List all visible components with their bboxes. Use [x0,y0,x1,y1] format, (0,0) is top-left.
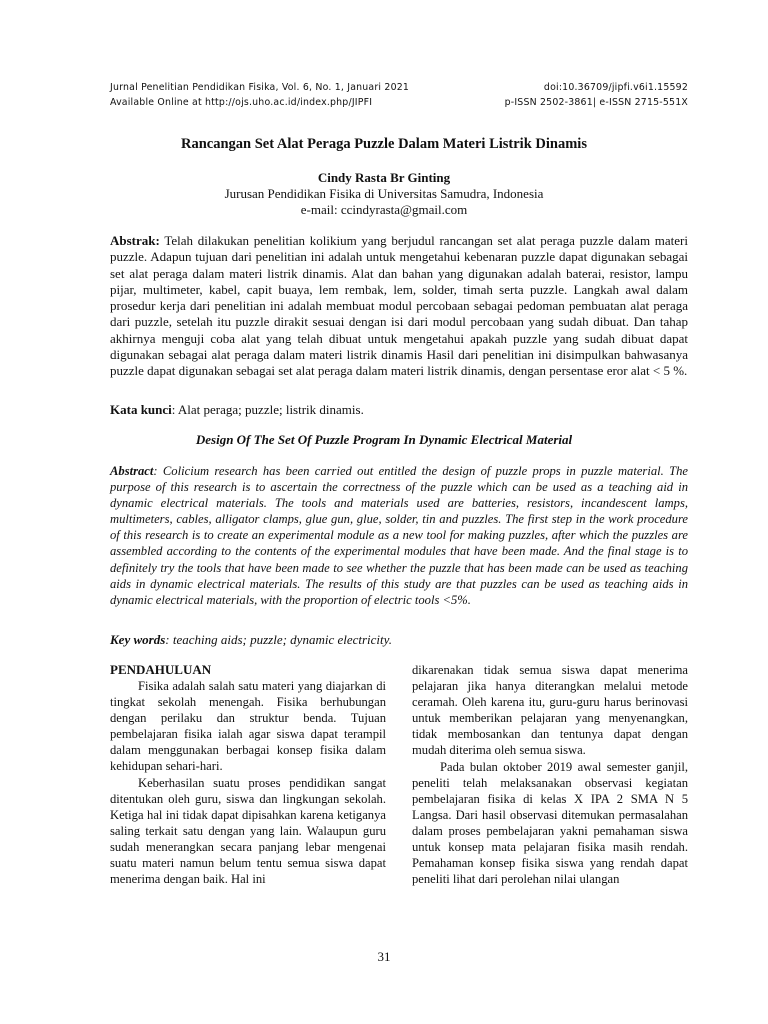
abstract-en-text: : Colicium research has been carried out entitled the design of puzzle props in puzzle material. The purpose of this research is to ascertain the correctness of the puzzle which can be used as a teaching aid in dynamic electrical materials. The tools and materials used are batteries, resistors, incandescent lamps, multimeters, cables, alligator clamps, glue gun, glue, solder, tin and puzzles. The first step in the work procedure of this research is to create an experimental module as a new tool for making puzzles, after which the puzzles are assembled according to the contents of the experimental modules that have been made. And the final stage is to definitely try the tools that have been made to see whether the puzzle that has been made can be used as teaching aids in dynamic electrical materials. The results of this study are that puzzles can be used as teaching aids in dynamic electrical materials, with the proportion of electric tools <5%. [110,464,688,607]
issn: p-ISSN 2502-3861| e-ISSN 2715-551X [504,97,688,108]
abstract-indonesian [110,233,688,380]
keywords-en-label: Key words [110,632,166,647]
doi: doi:10.36709/jipfi.v6i1.15592 [543,82,688,93]
keywords-english [110,632,688,648]
journal-citation: Jurnal Penelitian Pendidikan Fisika, Vol. 6, No. 1, Januari 2021 [110,82,410,93]
intro-column-left [110,662,386,887]
keywords-indonesian [110,402,688,418]
intro-column-right [412,662,688,887]
page-number: 31 [377,949,391,964]
journal-header [110,80,688,110]
section-heading: PENDAHULUAN [110,662,212,677]
abstract-english [110,463,688,608]
author-affiliation: Jurusan Pendidikan Fisika di Universitas Samudra, Indonesia [224,186,544,201]
abstract-text: Telah dilakukan penelitian kolikium yang berjudul rancangan set alat peraga puzzle dalam materi puzzle. Adapun tujuan dari penelitian ini adalah untuk mengetahui kebenaran puzzle dapat digunakan sebagai set alat peraga dalam materi listrik dinamis. Alat dan bahan yang digunakan adalah baterai, resistor, lampu pijar, multimeter, kabel, capit buaya, lem rembak, lem, solder, timah serta puzzle. Langkah awal dalam prosedur kerja dari penelitian ini adalah membuat modul percobaan sebagai pedoman pembuatan alat peraga dari puzzle, setelah itu puzzle dirakit sesuai dengan isi dari modul percobaan yang sudah dibuat. Dan tahap akhirnya menguji coba alat yang telah dibuat untuk mengetahui apakah puzzle yang sudah dibuat dapat digunakan sebagai alat peraga dalam materi listrik dinamis Hasil dari penelitian ini disimpulkan bahwasanya puzzle dapat digunakan sebagai set alat peraga dalam materi listrik dinamis, dengan persentase eror alat < 5 %. [110,233,688,379]
keywords-en-text: : teaching aids; puzzle; dynamic electricity. [165,632,392,647]
author-block [0,170,768,218]
paper-title: Rancangan Set Alat Peraga Puzzle Dalam Materi Listrik Dinamis [181,136,587,152]
paragraph: Fisika adalah salah satu materi yang diajarkan di tingkat sekolah menengah. Fisika berhubungan dengan perilaku dan struktur benda. Tujuan pembelajaran fisika ialah agar siswa dapat terampil dalam menggunakan berbagai konsep fisika dalam kehidupan sehari-hari. [110,679,386,774]
header-row-1 [110,80,688,95]
author-name: Cindy Rasta Br Ginting [317,170,451,185]
abstract-label: Abstrak: [110,233,160,248]
online-availability: Available Online at http://ojs.uho.ac.id/index.php/JIPFI [110,97,373,108]
header-row-2 [110,95,688,110]
paragraph: Pada bulan oktober 2019 awal semester ganjil, peneliti telah melaksanakan observasi kegiatan pembelajaran fisika di kelas X IPA 2 SMA N 5 Langsa. Dari hasil observasi ditemukan permasalahan dalam proses pembelajaran yakni pemahaman siswa untuk konsep mata pelajaran fisika masih rendah. Pemahaman konsep fisika siswa yang rendah dapat peneliti lihat dari perolehan nilai ulangan [412,759,688,887]
keywords-text: : Alat peraga; puzzle; listrik dinamis. [171,402,364,417]
paragraph: dikarenakan tidak semua siswa dapat menerima pelajaran jika hanya diterangkan melalui metode ceramah. Oleh karena itu, guru-guru harus berinovasi untuk memberikan pelajaran yang menyenangkan, tidak membosankan dan tentunya dapat dengan mudah diterima oleh semua siswa. [412,663,688,758]
paragraph: Keberhasilan suatu proses pendidikan sangat ditentukan oleh guru, siswa dan lingkungan sekolah. Ketiga hal ini tidak dapat dipisahkan karena ketiganya saling terkait satu dengan yang lain. Walaupun guru sudah menerangkan secara panjang lebar mengenai suatu materi namun belum tentu semua siswa dapat menerima dengan baik. Hal ini [110,775,386,887]
abstract-en-label: Abstract [110,464,154,478]
author-email: e-mail: ccindyrasta@gmail.com [300,202,468,217]
keywords-label: Kata kunci [110,402,172,417]
english-title: Design Of The Set Of Puzzle Program In Dynamic Electrical Material [195,432,573,447]
